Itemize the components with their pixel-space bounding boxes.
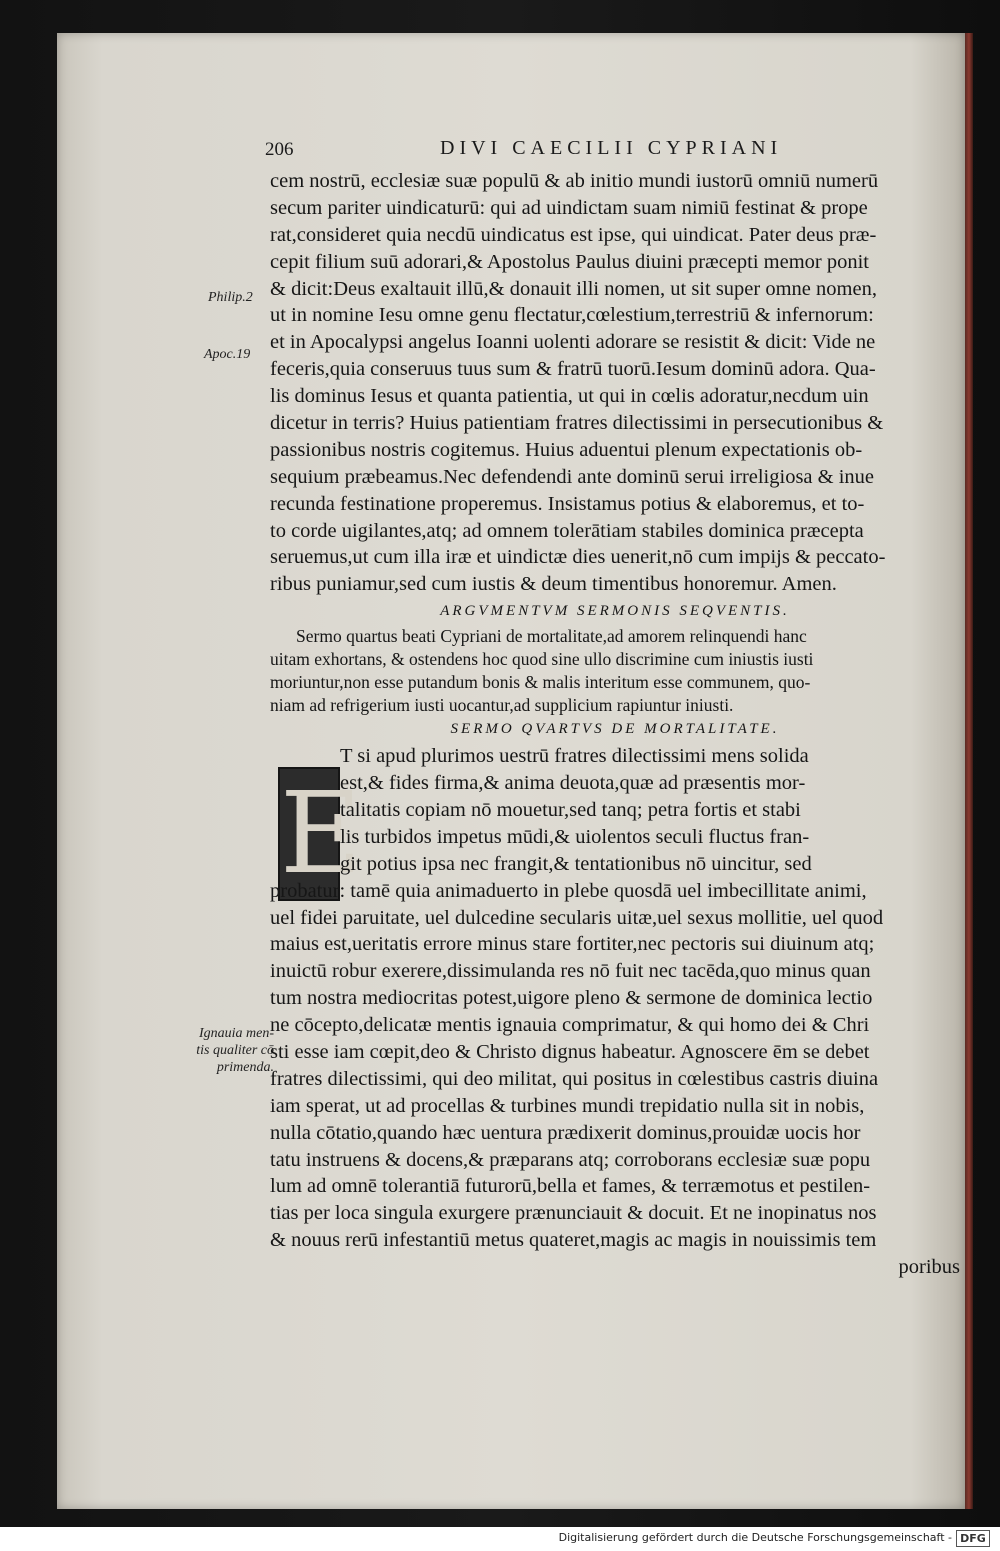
text-line: tatu instruens & docens,& præparans atq; corroborans ecclesiæ suæ popu (270, 1148, 871, 1171)
text-line: sequium præbeamus.Nec defendendi ante dominū serui irreligiosa & inue (270, 465, 875, 488)
text-line: rat,consideret quia necdū uindicatus est ipse, qui uindicat. Pater deus præ- (270, 223, 877, 246)
argument-line: niam ad refrigerium iusti uocantur,ad supplicium rapiuntur iniusti. (270, 694, 734, 715)
margin-note-line: primenda. (216, 1060, 274, 1075)
argument-line: Sermo quartus beati Cypriani de mortalitate,ad amorem relinquendi hanc (296, 626, 807, 647)
text-line: ne cōcepto,delicatæ mentis ignauia comprimatur, & qui homo dei & Chri (270, 1014, 870, 1037)
footer-bar (0, 1527, 1000, 1551)
text-line: et in Apocalypsi angelus Ioanni uolenti adorare se resistit & dicit: Vide ne (270, 331, 876, 354)
text-line: ut in nomine Iesu omne genu flectatur,cœlestium,terrestriū & infernorum: (270, 304, 874, 327)
text-line: seruemus,ut cum illa iræ et uindictæ dies uenerit,nō cum impijs & peccato- (270, 546, 886, 569)
text-line: uel fidei paruitate, uel dulcedine secularis uitæ,uel sexus mollitie, uel quod (270, 906, 884, 929)
text-line: est,& fides firma,& anima deuota,quæ ad præsentis mor- (340, 772, 806, 795)
text-line: git potius ipsa nec frangit,& tentationibus nō uincitur, sed (340, 852, 812, 875)
text-line: cepit filium suū adorari,& Apostolus Paulus diuini præcepti memor ponit (270, 250, 869, 273)
text-line: maius est,ueritatis errore minus stare fortiter,nec pectoris sui diuinum atq; (270, 933, 875, 956)
running-head (265, 137, 955, 167)
funding-notice: Digitalisierung gefördert durch die Deutsche Forschungsgemeinschaft - (558, 1531, 952, 1544)
drop-cap-letter: E (280, 769, 362, 899)
argument-line: uitam exhortans, & ostendens hoc quod sine ullo discrimine cum iniustis iusti (270, 648, 814, 669)
margin-note-line: Ignauia men- (198, 1026, 274, 1041)
text-line: tum nostra mediocritas potest,uigore pleno & sermone de dominica lectio (270, 987, 873, 1010)
text-line: fratres dilectissimi, qui deo militat, qui positus in cœlestibus castris diuina (270, 1067, 879, 1090)
text-line: probatur: tamē quia animaduerto in plebe quosdā uel imbecillitate animi, (270, 879, 867, 902)
text-line: secum pariter uindicaturū: qui ad uindictam suam nimiū festinat & prope (270, 196, 868, 219)
text-line: recunda festinatione properemus. Insistamus potius & elaboremus, et to- (270, 492, 865, 515)
text-line: feceris,quia conseruus tuus sum & fratrū tuorū.Iesum dominū adora. Qua- (270, 358, 876, 381)
margin-note-apoc: Apoc.19 (204, 347, 251, 362)
text-line: & nouus rerū infestantiū metus quateret,magis ac magis in nouissimis tem (270, 1229, 877, 1252)
text-line: nulla cōtatio,quando hæc uentura prædixerit dominus,prouidæ uocis hor (270, 1121, 861, 1144)
body-text (270, 168, 960, 1281)
sermon-heading: SERMO QVARTVS DE MORTALITATE. (450, 721, 780, 738)
text-line: sti esse iam cœpit,deo & Christo dignus habeatur. Agnoscere ēm se debet (270, 1041, 870, 1064)
text-line: lis turbidos impetus mūdi,& uiolentos seculi fluctus fran- (340, 825, 810, 848)
binding-edge (965, 33, 973, 1509)
text-line: lum ad omnē tolerantiā futurorū,bella et fames, & terræmotus et pestilen- (270, 1175, 871, 1198)
text-line: & dicit:Deus exaltauit illū,& donauit illi nomen, ut sit super omne nomen, (270, 277, 877, 300)
page-number: 206 (265, 139, 294, 160)
text-line: talitatis copiam nō mouetur,sed tanq; petra fortis et stabi (340, 799, 801, 821)
text-line: T si apud plurimos uestrū fratres dilectissimi mens solida (340, 745, 809, 768)
dfg-logo: DFG (956, 1530, 990, 1547)
margin-note-ignauia (180, 1025, 274, 1076)
text-line: lis dominus Iesus et quanta patientia, ut qui in cœlis adoratur,necdum uin (270, 385, 869, 408)
margin-note-philip: Philip.2 (208, 290, 253, 305)
argument-line: moriuntur,non esse putandum bonis & malis interitum esse communem, quo- (270, 671, 811, 692)
argument-heading: ARGVMENTVM SERMONIS SEQVENTIS. (440, 603, 790, 620)
catchword: poribus (898, 1256, 960, 1279)
text-line: dicetur in terris? Huius patientiam fratres dilectissimi in persecutionibus & (270, 412, 884, 435)
text-line: to corde uigilantes,atq; ad omnem tolerātiam stabiles dominica præcepta (270, 519, 864, 542)
text-line: tias per loca singula exurgere prænunciauit & docuit. Et ne inopinatus nos (270, 1202, 877, 1225)
header-title: DIVI CAECILII CYPRIANI (440, 137, 783, 159)
margin-note-line: tis qualiter cō (196, 1043, 274, 1058)
text-line: passionibus nostris cogitemus. Huius aduentui plenum expectationis ob- (270, 438, 863, 461)
text-line: inuictū robur exerere,dissimulanda res nō fuit nec tacēda,quo minus quan (270, 960, 871, 983)
text-line: cem nostrū, ecclesiæ suæ populū & ab initio mundi iustorū omniū numerū (270, 170, 879, 192)
text-line: iam sperat, ut ad procellas & turbines mundi trepidatio nulla sit in nobis, (270, 1094, 865, 1117)
text-line: ribus puniamur,sed cum iustis & deum timentibus honoremur. Amen. (270, 573, 837, 596)
